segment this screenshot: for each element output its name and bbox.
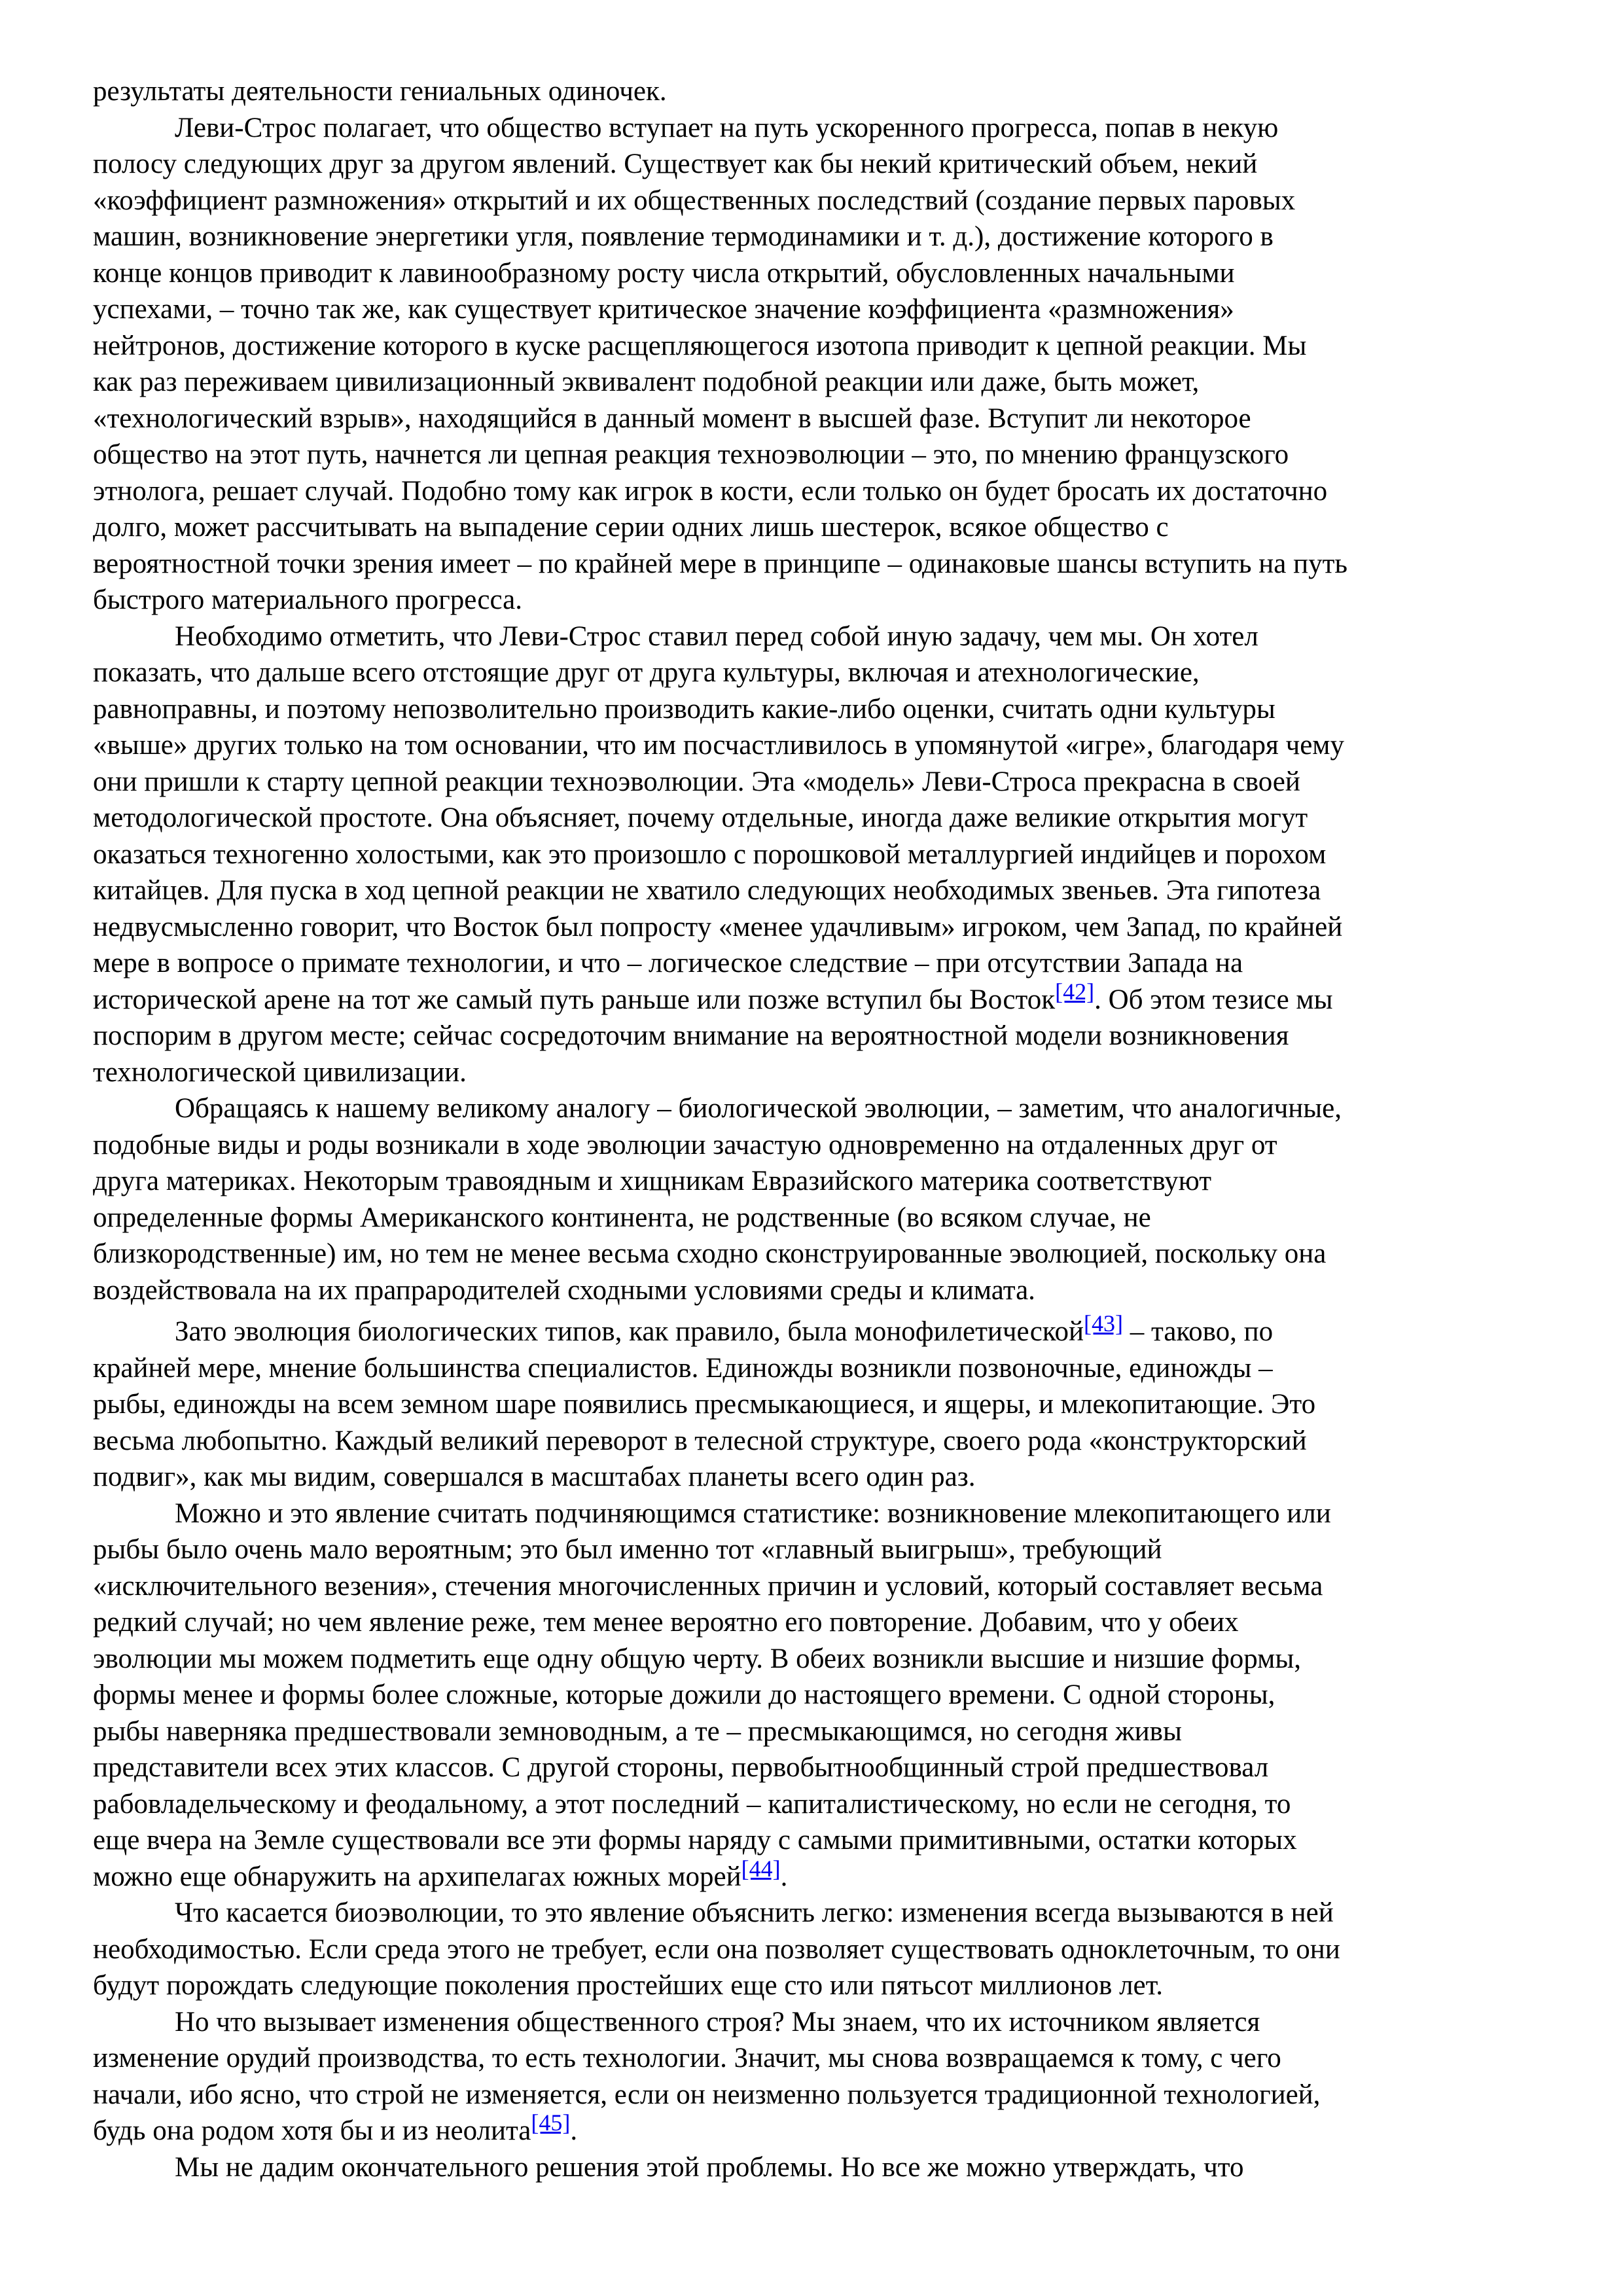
- paragraph: [93, 1310, 1539, 1496]
- text-line: [93, 509, 1539, 546]
- text-line: [93, 1236, 1539, 1272]
- text-line: [93, 110, 1539, 147]
- paragraph: [93, 1895, 1539, 2004]
- paragraph: [93, 2004, 1539, 2149]
- text-line: [93, 219, 1539, 255]
- footnote-link[interactable]: [44]: [741, 1855, 781, 1882]
- paragraph: [93, 2149, 1539, 2186]
- line-text: общество на этот путь, начнется ли цепная реакция техноэволюции – это, по мнению французского: [93, 439, 1289, 470]
- line-text: как раз переживаем цивилизационный эквивалент подобной реакции или даже, быть может,: [93, 367, 1200, 397]
- line-text: друга материках. Некоторым травоядным и хищникам Евразийского материка соответствуют: [93, 1166, 1211, 1196]
- text-line: [93, 2004, 1539, 2041]
- text-line: [93, 800, 1539, 836]
- text-line: [93, 1677, 1539, 1713]
- line-text: редкий случай; но чем явление реже, тем менее вероятно его повторение. Добавим, что у обеих: [93, 1607, 1239, 1638]
- line-text: еще вчера на Земле существовали все эти формы наряду с самыми примитивными, остатки которых: [93, 1825, 1297, 1856]
- line-text: Леви-Строс полагает, что общество вступает на путь ускоренного прогресса, попав в некую: [175, 112, 1279, 143]
- line-text: рыбы, единожды на всем земном шаре появились пресмыкающиеся, и ящеры, и млекопитающие. Это: [93, 1389, 1316, 1420]
- text-line: [93, 1895, 1539, 1931]
- line-text: этнолога, решает случай. Подобно тому как игрок в кости, если только он будет бросать их достаточно: [93, 475, 1328, 507]
- text-line: [93, 1350, 1539, 1387]
- text-line: [93, 364, 1539, 401]
- line-text: «технологический взрыв», находящийся в данный момент в высшей фазе. Вступит ли некоторое: [93, 403, 1251, 434]
- text-line: [93, 401, 1539, 437]
- line-text: показать, что дальше всего отстоящие друг от друга культуры, включая и атехнологические,: [93, 657, 1200, 688]
- line-text: они пришли к старту цепной реакции техноэволюции. Эта «модель» Леви-Строса прекрасна в своей: [93, 766, 1300, 797]
- line-text: подвиг», как мы видим, совершался в масштабах планеты всего один раз.: [93, 1462, 976, 1492]
- text-line: [93, 945, 1539, 982]
- footnote-link[interactable]: [45]: [531, 2109, 571, 2136]
- text-line: [93, 73, 1539, 110]
- text-line: [93, 1423, 1539, 1460]
- text-line: [93, 1786, 1539, 1823]
- footnote-link[interactable]: [43]: [1084, 1310, 1124, 1336]
- text-line: [93, 1931, 1539, 1968]
- line-text: успехами, – точно так же, как существует критическое значение коэффициента «размножения»: [93, 294, 1234, 325]
- line-text: можно еще обнаружить на архипелагах южных морей: [93, 1861, 741, 1892]
- text-line: [93, 655, 1539, 691]
- line-text-after-footnote: . Об этом тезисе мы: [1094, 984, 1333, 1015]
- text-line: [93, 978, 1539, 1018]
- paragraph: [93, 1090, 1539, 1308]
- text-line: [93, 1749, 1539, 1786]
- text-line: [93, 619, 1539, 655]
- text-line: [93, 1163, 1539, 1200]
- text-line: [93, 1018, 1539, 1054]
- text-line: [93, 1822, 1539, 1859]
- text-line: [93, 328, 1539, 365]
- text-line: [93, 582, 1539, 619]
- line-text: Но что вызывает изменения общественного строя? Мы знаем, что их источником является: [175, 2006, 1260, 2037]
- text-line: [93, 2149, 1539, 2186]
- line-text: Можно и это явление считать подчиняющимся статистике: возникновение млекопитающего или: [175, 1498, 1331, 1529]
- text-line: [93, 1200, 1539, 1236]
- document-page: [93, 73, 1539, 2185]
- line-text: мере в вопросе о примате технологии, и что – логическое следствие – при отсутствии Запада на: [93, 948, 1243, 978]
- footnote-ref[interactable]: [1084, 1310, 1123, 1336]
- line-text: воздействовала на их прапрародителей сходными условиями среды и климата.: [93, 1274, 1035, 1306]
- line-text: быстрого материального прогресса.: [93, 584, 522, 615]
- paragraph: [93, 1496, 1539, 1895]
- text-line: [93, 1496, 1539, 1532]
- text-line: [93, 1641, 1539, 1677]
- line-text: поспорим в другом месте; сейчас сосредоточим внимание на вероятностной модели возникновения: [93, 1020, 1289, 1051]
- text-line: [93, 2077, 1539, 2113]
- text-line: [93, 1568, 1539, 1605]
- text-line: [93, 473, 1539, 510]
- line-text: китайцев. Для пуска в ход цепной реакции не хватило следующих необходимых звеньев. Эта гипотеза: [93, 875, 1321, 906]
- line-text: результаты деятельности гениальных одиночек.: [93, 76, 667, 107]
- paragraph: [93, 619, 1539, 1091]
- footnote-ref[interactable]: [531, 2109, 570, 2136]
- text-line: [93, 291, 1539, 328]
- line-text: весьма любопытно. Каждый великий переворот в телесной структуре, своего рода «конструкторский: [93, 1425, 1307, 1456]
- paragraph: [93, 110, 1539, 619]
- line-text: равноправны, и поэтому непозволительно производить какие-либо оценки, считать одни культуры: [93, 693, 1275, 725]
- line-text: определенные формы Американского континента, не родственные (во всяком случае, не: [93, 1202, 1151, 1233]
- text-line: [93, 1459, 1539, 1496]
- text-line: [93, 872, 1539, 909]
- line-text: формы менее и формы более сложные, которые дожили до настоящего времени. С одной стороны,: [93, 1679, 1275, 1710]
- footnote-ref[interactable]: [741, 1856, 781, 1882]
- line-text: недвусмысленно говорит, что Восток был попросту «менее удачливым» игроком, чем Запад, по крайней: [93, 911, 1343, 942]
- text-line: [93, 909, 1539, 946]
- text-line: [93, 255, 1539, 292]
- text-line: [93, 546, 1539, 583]
- line-text: рыбы было очень мало вероятным; это был именно тот «главный выигрыш», требующий: [93, 1534, 1162, 1565]
- line-text-after-footnote: – таково, по: [1123, 1316, 1274, 1347]
- text-line: [93, 1386, 1539, 1423]
- line-text: необходимостью. Если среда этого не требует, если она позволяет существовать одноклеточным, то они: [93, 1933, 1340, 1965]
- text-line: [93, 764, 1539, 800]
- text-line: [93, 1855, 1539, 1895]
- line-text: Необходимо отметить, что Леви-Строс ставил перед собой иную задачу, чем мы. Он хотел: [175, 620, 1258, 652]
- line-text: технологической цивилизации.: [93, 1056, 467, 1088]
- text-line: [93, 1090, 1539, 1127]
- text-line: [93, 2040, 1539, 2077]
- text-line: [93, 1127, 1539, 1164]
- line-text: Что касается биоэволюции, то это явление объяснить легко: изменения всегда вызываются в ней: [175, 1897, 1334, 1928]
- text-line: [93, 691, 1539, 728]
- line-text: начали, ибо ясно, что строй не изменяется, если он неизменно пользуется традиционной технологией,: [93, 2079, 1321, 2110]
- text-line: [93, 1532, 1539, 1568]
- text-line: [93, 437, 1539, 473]
- text-line: [93, 836, 1539, 873]
- text-line: [93, 1054, 1539, 1091]
- line-text: исторической арене на тот же самый путь раньше или позже вступил бы Восток: [93, 984, 1056, 1015]
- text-line: [93, 1713, 1539, 1750]
- line-text: рыбы наверняка предшествовали земноводным, а те – пресмыкающимся, но сегодня живы: [93, 1715, 1182, 1747]
- line-text: Обращаясь к нашему великому аналогу – биологической эволюции, – заметим, что аналогичные,: [175, 1093, 1342, 1124]
- text-line: [93, 1967, 1539, 2004]
- line-text: вероятностной точки зрения имеет – по крайней мере в принципе – одинаковые шансы вступить на путь: [93, 548, 1347, 579]
- line-text: конце концов приводит к лавинообразному росту числа открытий, обусловленных начальными: [93, 257, 1235, 289]
- line-text: эволюции мы можем подметить еще одну общую черту. В обеих возникли высшие и низшие формы,: [93, 1643, 1301, 1674]
- line-text: «исключительного везения», стечения многочисленных причин и условий, который составляет весьма: [93, 1570, 1323, 1602]
- text-line: [93, 1272, 1539, 1309]
- line-text: рабовладельческому и феодальному, а этот последний – капиталистическому, но если не сегодня, то: [93, 1788, 1291, 1820]
- line-text: «коэффициент размножения» открытий и их общественных последствий (создание первых паровых: [93, 185, 1296, 216]
- paragraph-gap: [93, 1308, 1539, 1314]
- document-body: [93, 73, 1539, 2185]
- footnote-ref[interactable]: [1055, 978, 1094, 1005]
- paragraph: [93, 73, 1539, 110]
- line-text: методологической простоте. Она объясняет, почему отдельные, иногда даже великие открытия могут: [93, 802, 1308, 833]
- line-text: полосу следующих друг за другом явлений. Существует как бы некий критический объем, некий: [93, 149, 1258, 179]
- line-text: изменение орудий производства, то есть технологии. Значит, мы снова возвращаемся к тому, с чего: [93, 2043, 1281, 2073]
- text-line: [93, 1310, 1539, 1350]
- line-text: Мы не дадим окончательного решения этой проблемы. Но все же можно утверждать, что: [175, 2151, 1244, 2183]
- line-text: близкородственные) им, но тем не менее весьма сходно сконструированные эволюцией, поскольку она: [93, 1238, 1327, 1269]
- text-line: [93, 727, 1539, 764]
- line-text: «выше» других только на том основании, что им посчастливилось в упомянутой «игре», благодаря чему: [93, 730, 1344, 761]
- line-text-after-footnote: .: [570, 2115, 578, 2146]
- footnote-link[interactable]: [42]: [1055, 978, 1095, 1005]
- line-text: будь она родом хотя бы и из неолита: [93, 2115, 531, 2146]
- line-text-after-footnote: .: [780, 1861, 788, 1892]
- text-line: [93, 183, 1539, 219]
- line-text: крайней мере, мнение большинства специалистов. Единожды возникли позвоночные, единожды –: [93, 1352, 1273, 1384]
- line-text: Зато эволюция биологических типов, как правило, была монофилетической: [175, 1316, 1084, 1347]
- text-line: [93, 1604, 1539, 1641]
- line-text: долго, может рассчитывать на выпадение серии одних лишь шестерок, всякое общество с: [93, 512, 1169, 543]
- line-text: подобные виды и роды возникали в ходе эволюции зачастую одновременно на отдаленных друг от: [93, 1129, 1277, 1160]
- line-text: нейтронов, достижение которого в куске расщепляющегося изотопа приводит к цепной реакции. Мы: [93, 330, 1307, 361]
- line-text: машин, возникновение энергетики угля, появление термодинамики и т. д.), достижение которого в: [93, 221, 1274, 252]
- text-line: [93, 146, 1539, 183]
- line-text: представители всех этих классов. С другой стороны, первобытнообщинный строй предшествовал: [93, 1752, 1269, 1783]
- line-text: будут порождать следующие поколения простейших еще сто или пятьсот миллионов лет.: [93, 1970, 1163, 2001]
- text-line: [93, 2109, 1539, 2149]
- line-text: оказаться техногенно холостыми, как это произошло с порошковой металлургией индийцев и порохом: [93, 838, 1327, 870]
